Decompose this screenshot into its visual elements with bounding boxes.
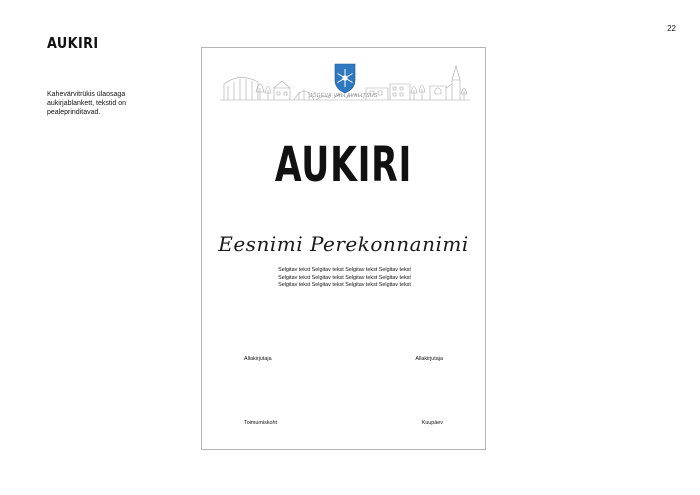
description-text: Kahevärvitrükis ülaosaga aukirjablankett, tekstid on pealeprinditavad. bbox=[47, 91, 126, 116]
town-skyline-illustration bbox=[216, 58, 474, 108]
section-title: AUKIRI bbox=[47, 34, 99, 52]
jogeva-crest-icon bbox=[335, 64, 355, 93]
explanatory-line: Selgitav tekst Selgitav tekst Selgitav tekst Selgitav tekst bbox=[278, 267, 411, 273]
signer-right-label: Allakirjutaja bbox=[415, 356, 443, 362]
explanatory-line: Selgitav tekst Selgitav tekst Selgitav tekst Selgitav tekst bbox=[278, 274, 411, 281]
page-number: 22 bbox=[667, 24, 676, 33]
organization-name: JÕGEVA VALLAVALITSUS bbox=[309, 93, 378, 99]
place-label: Toimumiskoht bbox=[244, 420, 277, 426]
date-label: Kuupäev bbox=[421, 420, 443, 426]
explanatory-line: Selgitav tekst Selgitav tekst Selgitav tekst Selgitav tekst bbox=[278, 282, 411, 288]
diploma-preview bbox=[201, 47, 486, 450]
recipient-name: Eesnimi Perekonnanimi bbox=[218, 232, 469, 256]
diploma-title: AUKIRI bbox=[274, 137, 413, 193]
signer-left-label: Allakirjutaja bbox=[244, 356, 272, 362]
explanatory-text bbox=[242, 267, 447, 290]
